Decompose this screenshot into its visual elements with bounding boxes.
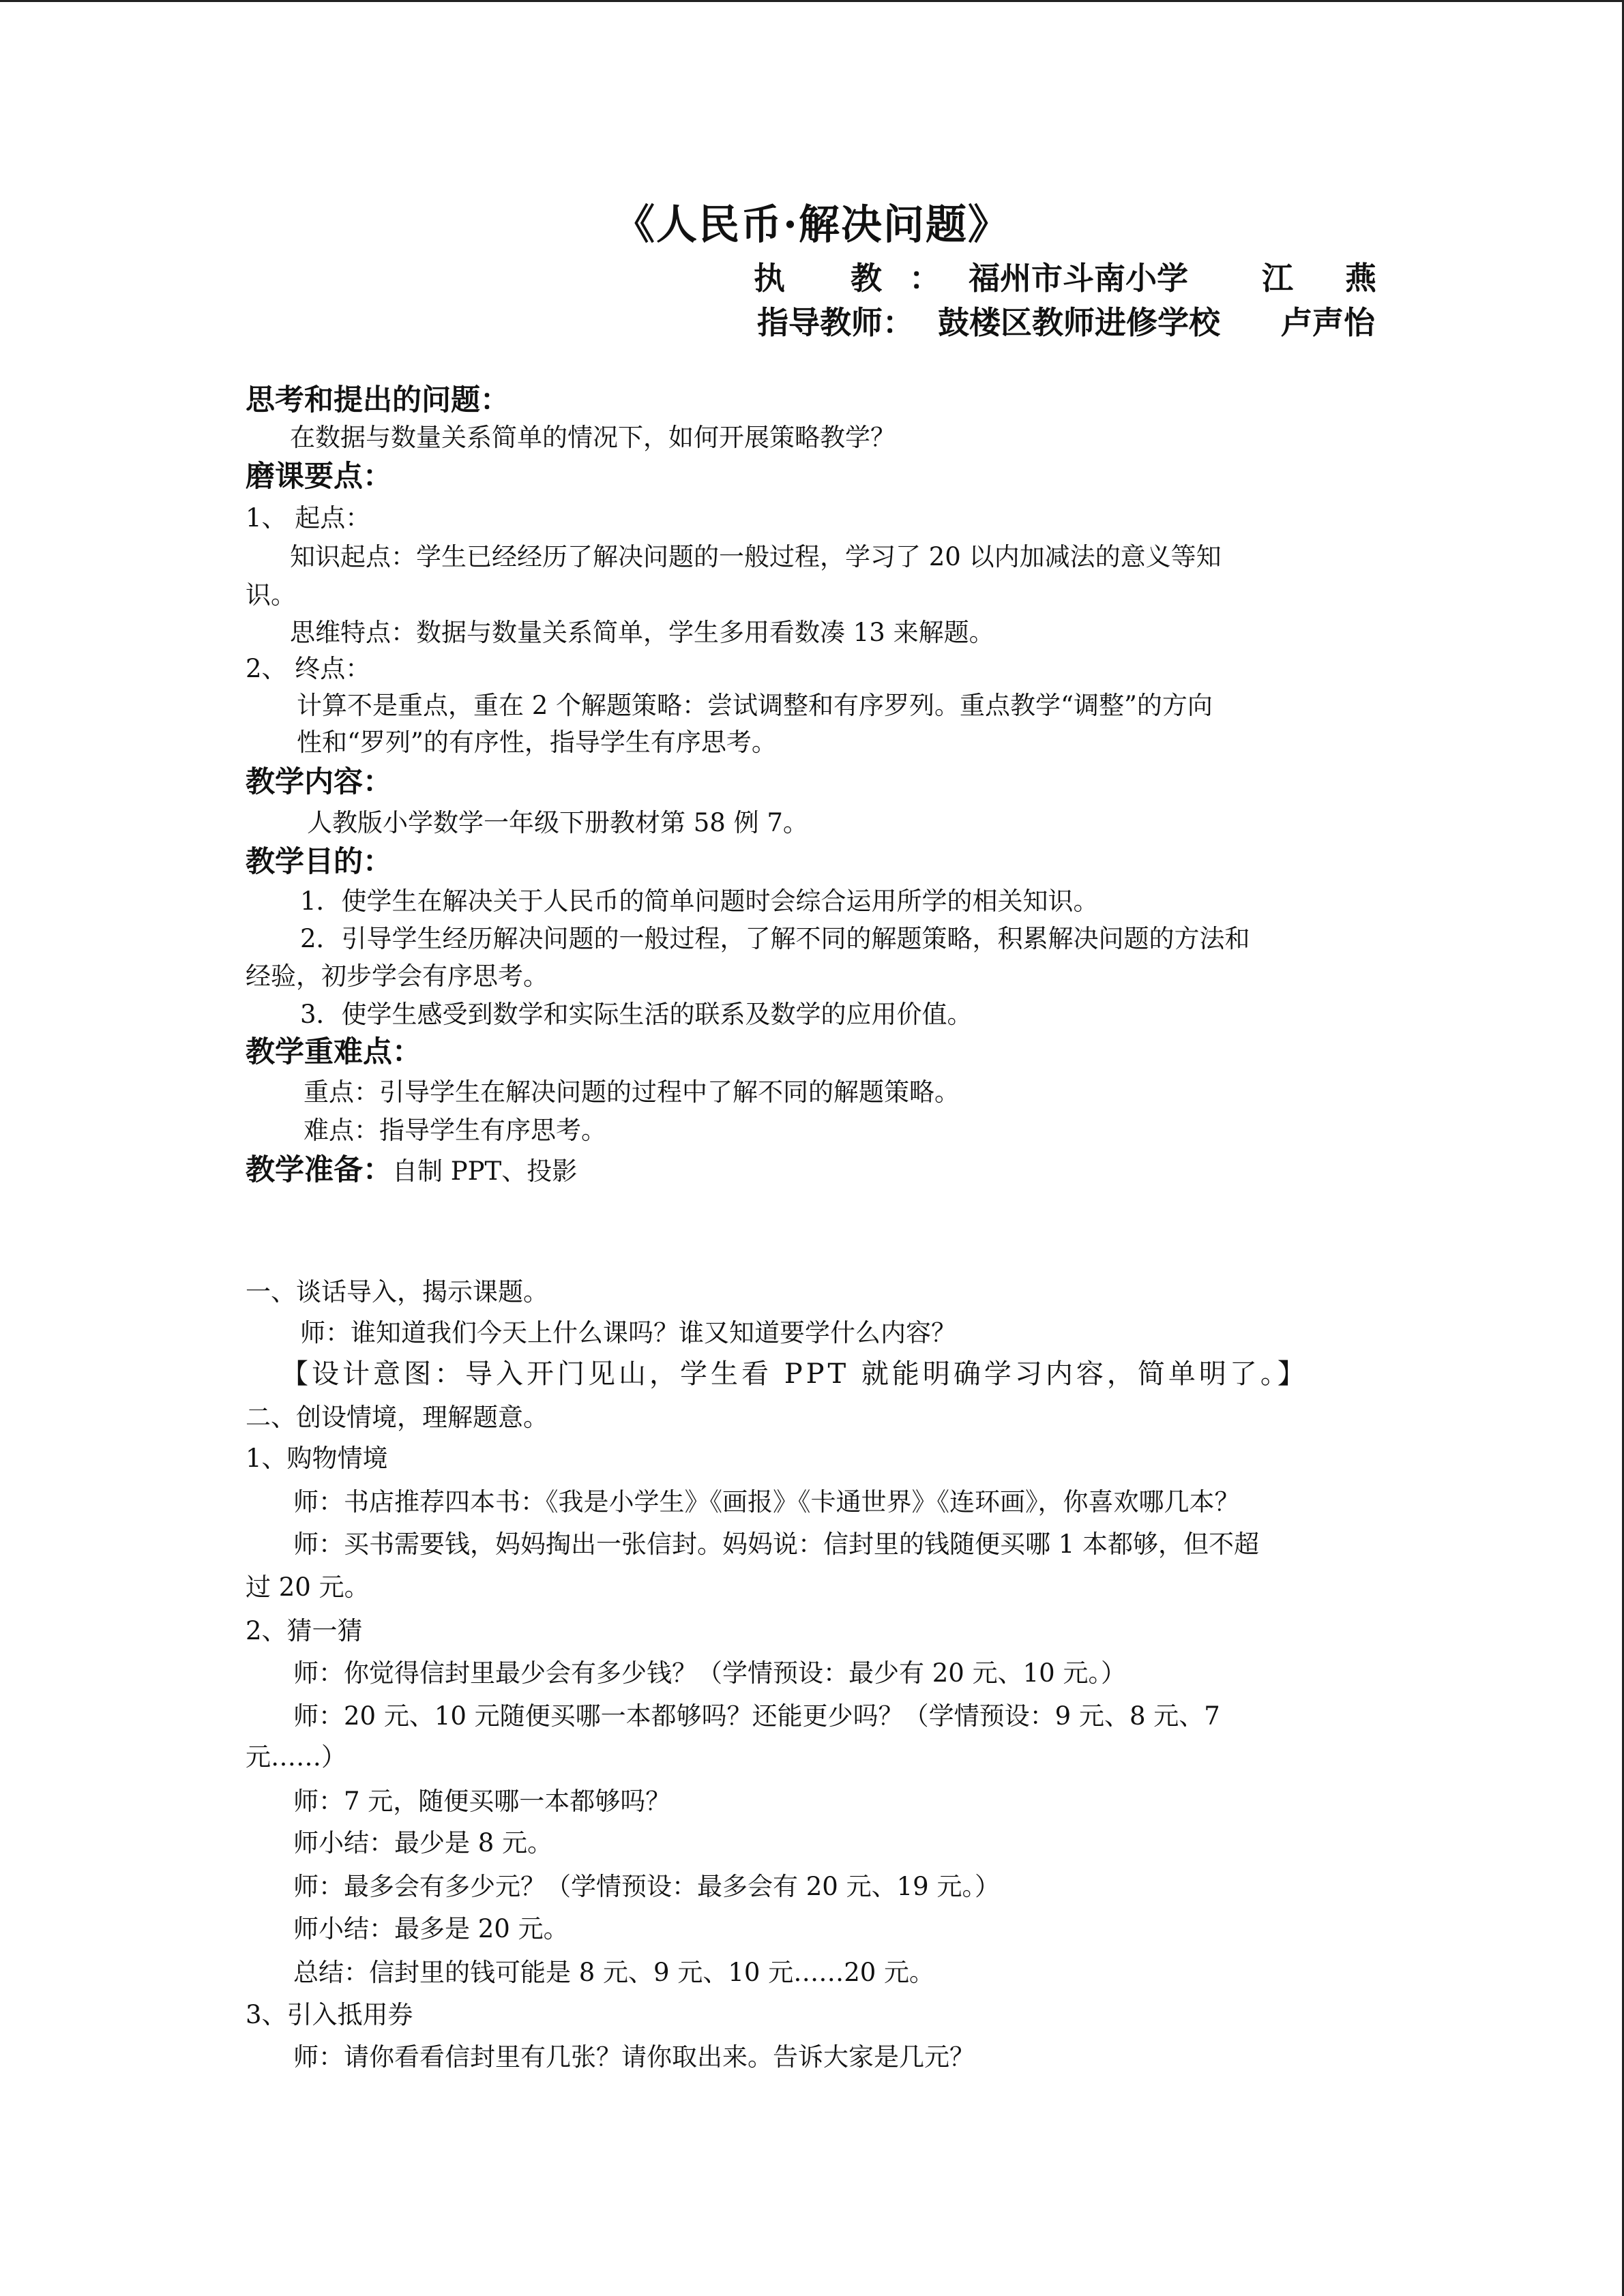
shopping-teacher-1: 师：书店推荐四本书：《我是小学生》《画报》《卡通世界》《连环画》，你喜欢哪几本？	[293, 1487, 1240, 1517]
goal-1: 1．使学生在解决关于人民币的简单问题时会综合运用所学的相关知识。	[300, 886, 1099, 916]
shopping-teacher-2-line1: 师：买书需要钱，妈妈掏出一张信封。妈妈说：信封里的钱随便买哪 1 本都够，但不超	[293, 1530, 1260, 1559]
advisor-school: 鼓楼区教师进修学校	[938, 304, 1220, 341]
prep-text: 自制 PPT、投影	[392, 1157, 578, 1186]
guess-summary-2: 师小结：最多是 20 元。	[293, 1914, 569, 1943]
end-text-line2: 性和“罗列”的有序性，指导学生有序思考。	[297, 728, 777, 757]
teacher-label: 执 教：	[754, 260, 969, 297]
guess-label: 2、猜一猜	[246, 1616, 363, 1645]
knowledge-start-line2: 识。	[246, 580, 296, 610]
guess-conclusion: 总结：信封里的钱可能是 8 元、9 元、10 元……20 元。	[293, 1958, 935, 1987]
guess-teacher-3: 师：7 元，随便买哪一本都够吗？	[293, 1787, 671, 1816]
advisor-name: 卢声怡	[1281, 304, 1375, 341]
keypoints-heading: 教学重难点：	[246, 1035, 422, 1069]
guess-summary-1: 师小结：最少是 8 元。	[293, 1828, 553, 1858]
document-title: 《人民币·解决问题》	[614, 201, 1010, 249]
part2-title: 二、创设情境，理解题意。	[246, 1403, 548, 1432]
shopping-teacher-2-line2: 过 20 元。	[246, 1572, 370, 1602]
advisor-byline	[0, 298, 1624, 339]
content-text: 人教版小学数学一年级下册教材第 58 例 7。	[307, 808, 808, 837]
difficult-point: 难点：指导学生有序思考。	[304, 1116, 606, 1145]
end-label: 2、 终点：	[246, 654, 371, 683]
teacher-school: 福州市斗南小学	[969, 260, 1188, 297]
part1-design-intent: 【设计意图：导入开门见山，学生看 PPT 就能明确学习内容，简单明了。】	[281, 1358, 1308, 1390]
guess-teacher-4: 师：最多会有多少元？（学情预设：最多会有 20 元、19 元。）	[293, 1872, 1000, 1901]
part1-title: 一、谈话导入，揭示课题。	[246, 1277, 548, 1307]
guess-teacher-2-line2: 元……）	[246, 1742, 346, 1772]
goals-heading: 教学目的：	[246, 845, 392, 879]
guess-teacher-1: 师：你觉得信封里最少会有多少钱？（学情预设：最少有 20 元、10 元。）	[293, 1658, 1126, 1688]
end-text-line1: 计算不是重点，重在 2 个解题策略：尝试调整和有序罗列。重点教学“调整”的方向	[297, 691, 1213, 720]
advisor-label: 指导教师：	[757, 304, 914, 341]
voucher-teacher-1: 师：请你看看信封里有几张？请你取出来。告诉大家是几元？	[293, 2042, 975, 2072]
content-heading: 教学内容：	[246, 765, 392, 799]
teacher-byline	[0, 254, 1624, 295]
questions-text: 在数据与数量关系简单的情况下，如何开展策略教学？	[290, 423, 896, 452]
voucher-label: 3、引入抵用券	[246, 2000, 413, 2029]
key-point: 重点：引导学生在解决问题的过程中了解不同的解题策略。	[304, 1077, 960, 1107]
goal-3: 3．使学生感受到数学和实际生活的联系及数学的应用价值。	[300, 1000, 973, 1029]
points-heading: 磨课要点：	[246, 460, 392, 494]
knowledge-start-line1: 知识起点：学生已经经历了解决问题的一般过程，学习了 20 以内加减法的意义等知	[290, 542, 1222, 571]
prep-heading: 教学准备：	[246, 1153, 392, 1187]
part1-teacher-question: 师：谁知道我们今天上什么课吗？谁又知道要学什么内容？	[300, 1318, 956, 1347]
page-border-top	[0, 0, 1624, 2]
start-label: 1、 起点：	[246, 503, 371, 533]
goal-2-line1: 2．引导学生经历解决问题的一般过程，了解不同的解题策略，积累解决问题的方法和	[300, 924, 1250, 953]
thinking-feature: 思维特点：数据与数量关系简单，学生多用看数凑 13 来解题。	[290, 618, 994, 647]
goal-2-line2: 经验，初步学会有序思考。	[246, 961, 548, 991]
prep-row	[246, 1154, 577, 1187]
shopping-label: 1、购物情境	[246, 1444, 388, 1473]
guess-teacher-2-line1: 师：20 元、10 元随便买哪一本都够吗？还能更少吗？（学情预设：9 元、8 元、7	[293, 1701, 1220, 1731]
teacher-name: 江 燕	[1262, 260, 1398, 297]
questions-heading: 思考和提出的问题：	[246, 383, 510, 417]
